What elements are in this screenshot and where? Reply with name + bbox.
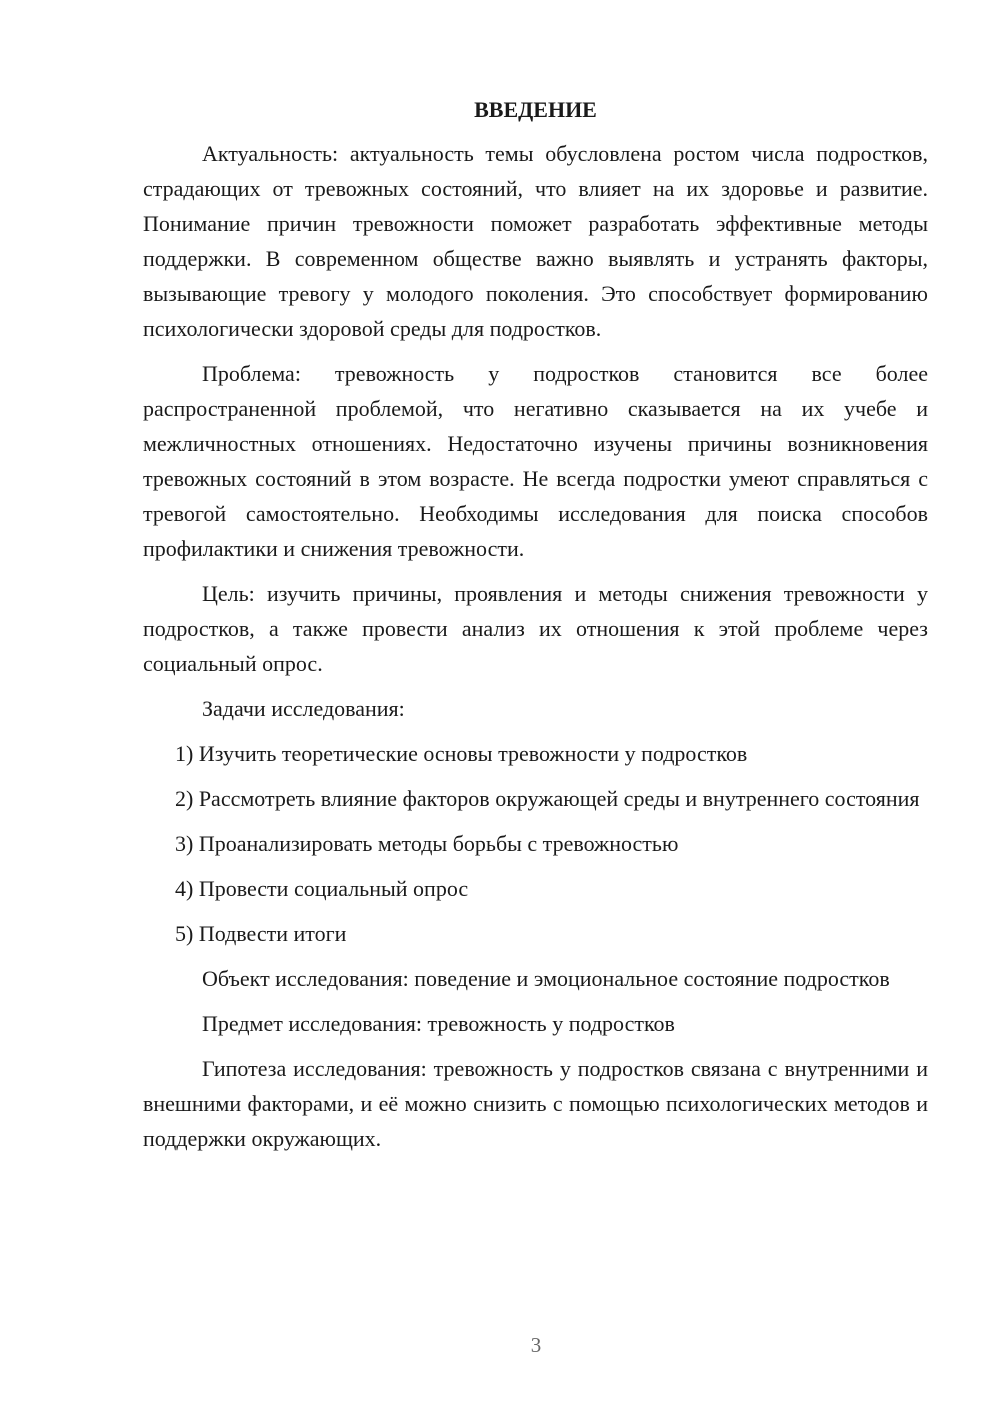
- problem-paragraph: Проблема: тревожность у подростков становится все более распространенной проблемой, что негативно сказывается на их учебе и межличностных отношениях. Недостаточно изучены причины возникновения тревожных состояний в этом возрасте. Не всегда подростки умеют справляться с тревогой самостоятельно. Необходимы исследования для поиска способов профилактики и снижения тревожности.: [143, 361, 928, 561]
- task-item: 1) Изучить теоретические основы тревожности у подростков: [175, 741, 748, 766]
- page-title: ВВЕДЕНИЕ: [474, 97, 597, 122]
- page-number: 3: [530, 1333, 542, 1357]
- relevance-paragraph: Актуальность: актуальность темы обусловлена ростом числа подростков, страдающих от тревожных состояний, что влияет на их здоровье и развитие. Понимание причин тревожности поможет разработать эффективные методы поддержки. В современном обществе важно выявлять и устранять факторы, вызывающие тревогу у молодого поколения. Это способствует формированию психологически здоровой среды для подростков.: [143, 141, 928, 341]
- tasks-title: Задачи исследования:: [202, 696, 405, 721]
- goal-paragraph: Цель: изучить причины, проявления и методы снижения тревожности у подростков, а также провести анализ их отношения к этой проблеме через социальный опрос.: [143, 581, 928, 676]
- subject-paragraph: Предмет исследования: тревожность у подростков: [202, 1011, 675, 1036]
- page-content: [143, 92, 928, 1166]
- object-paragraph: Объект исследования: поведение и эмоциональное состояние подростков: [202, 966, 890, 991]
- task-item: 5) Подвести итоги: [175, 921, 347, 946]
- task-item: 3) Проанализировать методы борьбы с тревожностью: [175, 831, 679, 856]
- task-item: 4) Провести социальный опрос: [175, 876, 469, 901]
- hypothesis-paragraph: Гипотеза исследования: тревожность у подростков связана с внутренними и внешними факторами, и её можно снизить с помощью психологических методов и поддержки окружающих.: [143, 1056, 928, 1151]
- task-item: 2) Рассмотреть влияние факторов окружающей среды и внутреннего состояния: [175, 786, 920, 811]
